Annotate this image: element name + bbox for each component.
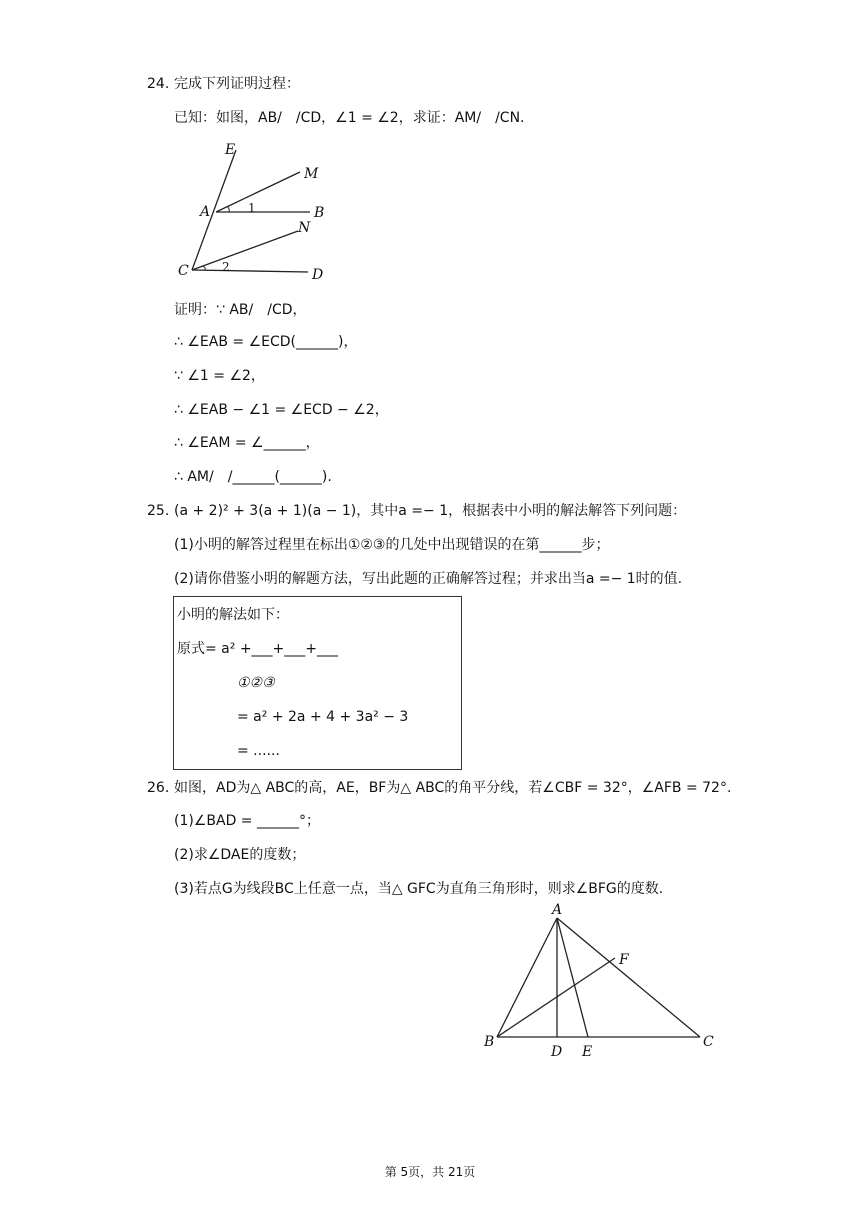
label-e: E xyxy=(225,142,236,158)
label-a: A xyxy=(552,902,563,918)
proof-line-4: ∴ ∠EAB − ∠1 = ∠ECD − ∠2， xyxy=(174,402,389,418)
proof-line-6: ∴ AM/ /______(______). xyxy=(174,469,332,485)
label-a: A xyxy=(200,204,211,220)
label-n: N xyxy=(298,220,311,236)
proof-line-3: ∵ ∠1 = ∠2， xyxy=(174,368,265,384)
proof-line-2: ∴ ∠EAB = ∠ECD(______)， xyxy=(174,334,358,350)
question-24-number: 24. xyxy=(147,76,170,92)
line-am xyxy=(216,172,300,212)
question-26-part1: (1)∠BAD = ______°； xyxy=(174,813,320,829)
label-d: D xyxy=(312,267,324,283)
question-24-figure xyxy=(170,138,340,288)
proof-line-1: 证明：∵ AB/ /CD， xyxy=(174,302,307,318)
label-c: C xyxy=(703,1034,714,1050)
line-cn xyxy=(192,231,298,270)
question-26-stem: 如图，AD为△ ABC的高，AE，BF为△ ABC的角平分线，若∠CBF = 32°，∠AFB = 72°. xyxy=(174,780,732,796)
question-24-given: 已知：如图，AB/ /CD，∠1 = ∠2，求证：AM/ /CN. xyxy=(174,110,525,126)
proof-line-5: ∴ ∠EAM = ∠______， xyxy=(174,435,320,451)
question-24-title: 完成下列证明过程： xyxy=(174,76,300,92)
solution-box-steps: ①②③ xyxy=(237,675,275,691)
label-e: E xyxy=(582,1044,593,1060)
question-25-number: 25. xyxy=(147,503,170,519)
page-footer: 第 5页，共 21页 xyxy=(384,1165,476,1179)
question-26-number: 26. xyxy=(147,780,170,796)
bisector-bf xyxy=(497,958,615,1037)
question-26-part2: (2)求∠DAE的度数； xyxy=(174,847,306,863)
side-ab xyxy=(497,918,557,1037)
question-25-part2: (2)请你借鉴小明的解题方法，写出此题的正确解答过程；并求出当a =− 1时的值. xyxy=(174,571,683,587)
question-25-stem: (a + 2)² + 3(a + 1)(a − 1)，其中a =− 1，根据表中小明的解法解答下列问题： xyxy=(174,503,687,519)
bisector-ae xyxy=(557,918,588,1037)
label-m: M xyxy=(304,166,319,182)
question-25-part1: (1)小明的解答过程里在标出①②③的几处中出现错误的在第______步； xyxy=(174,537,610,553)
solution-box-line-1: 小明的解法如下： xyxy=(177,607,289,623)
label-b: B xyxy=(314,205,325,221)
solution-box-line-4: = ...... xyxy=(237,743,280,759)
label-angle-1: 1 xyxy=(248,201,256,215)
angle-2-arc xyxy=(203,266,205,270)
label-d: D xyxy=(551,1044,563,1060)
side-ac xyxy=(557,918,700,1037)
line-cd xyxy=(192,270,308,272)
solution-box-line-2: 原式= a² +___+___+___ xyxy=(177,641,339,657)
question-26-figure xyxy=(480,900,730,1065)
label-b: B xyxy=(484,1034,495,1050)
label-f: F xyxy=(619,952,629,968)
angle-1-arc xyxy=(227,206,229,212)
label-angle-2: 2 xyxy=(222,260,230,274)
question-26-part3: (3)若点G为线段BC上任意一点，当△ GFC为直角三角形时，则求∠BFG的度数. xyxy=(174,881,664,897)
solution-box-line-3: = a² + 2a + 4 + 3a² − 3 xyxy=(237,709,409,725)
label-c: C xyxy=(178,263,189,279)
